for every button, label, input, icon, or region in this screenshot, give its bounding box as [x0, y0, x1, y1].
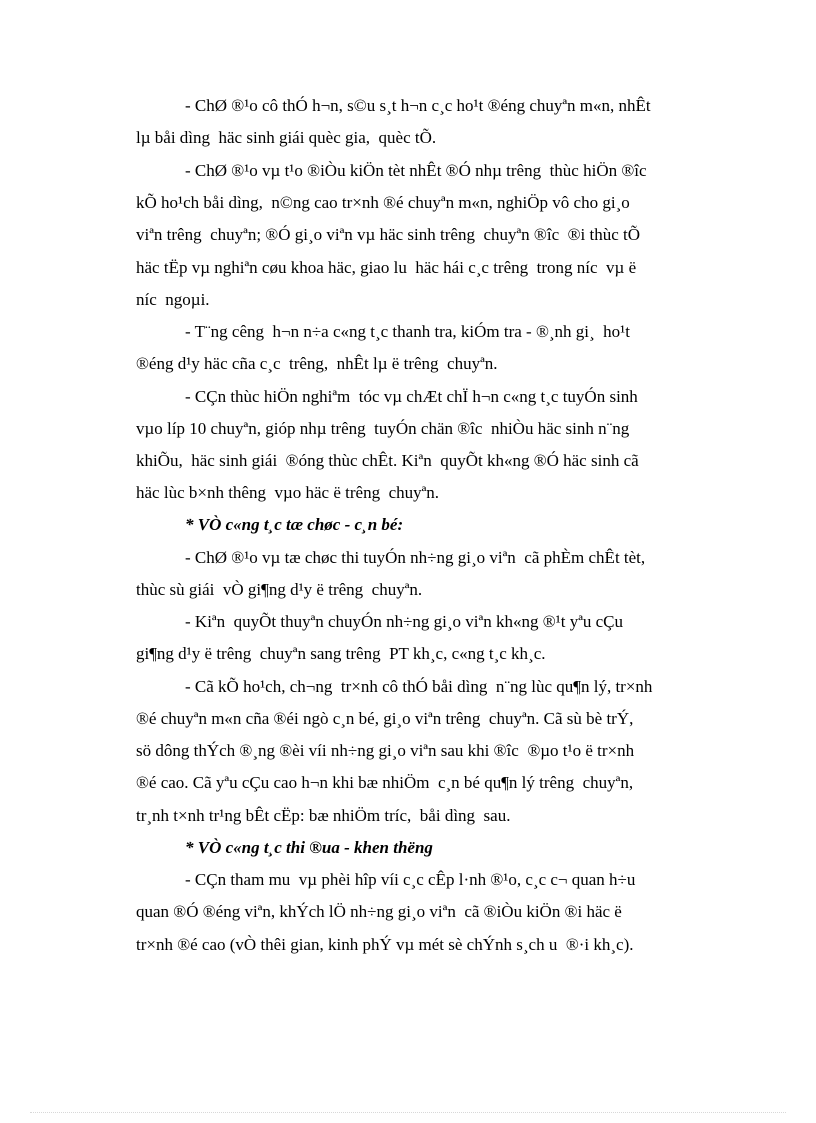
paragraph-line: sö dông thÝch ®¸ng ®èi víi nh÷ng gi¸o viªn sau khi ®îc ®µo t¹o ë tr×nh	[136, 741, 635, 760]
paragraph-line: khiÕu, häc sinh giái ®óng thùc chÊt. Kiªn quyÕt kh«ng ®Ó häc sinh cã	[136, 451, 639, 470]
paragraph-line: - ChØ ®¹o vµ t¹o ®iÒu kiÖn tèt nhÊt ®Ó nhµ trêng thùc hiÖn ®îc	[185, 161, 647, 180]
paragraph-line: - Kiªn quyÕt thuyªn chuyÓn nh÷ng gi¸o viªn kh«ng ®¹t yªu cÇu	[185, 612, 624, 631]
paragraph-line: quan ®Ó ®éng viªn, khÝch lÖ nh÷ng gi¸o viªn cã ®iÒu kiÖn ®i häc ë	[136, 902, 622, 921]
paragraph-line: ®é cao. Cã yªu cÇu cao h¬n khi bæ nhiÖm c¸n bé qu¶n lý trêng chuyªn,	[136, 773, 634, 792]
paragraph-line: tr¸nh t×nh tr¹ng bÊt cËp: bæ nhiÖm tríc, båi dìng sau.	[136, 806, 511, 825]
paragraph-line: vµo líp 10 chuyªn, gióp nhµ trêng tuyÓn chän ®îc nhiÒu häc sinh n¨ng	[136, 419, 630, 438]
paragraph-line: häc lùc b×nh thêng vµo häc ë trêng chuyªn.	[136, 483, 440, 502]
paragraph-line: - T¨ng cêng h¬n n÷a c«ng t¸c thanh tra, kiÓm tra - ®¸nh gi¸ ho¹t	[185, 322, 630, 341]
paragraph-line: viªn trêng chuyªn; ®Ó gi¸o viªn vµ häc sinh trêng chuyªn ®îc ®i thùc tÕ	[136, 225, 641, 244]
paragraph-line: - CÇn thùc hiÖn nghiªm tóc vµ chÆt chÏ h¬n c«ng t¸c tuyÓn sinh	[185, 387, 638, 406]
paragraph-line: kÕ ho¹ch båi dìng, n©ng cao tr×nh ®é chuyªn m«n, nghiÖp vô cho gi¸o	[136, 193, 630, 212]
paragraph-line: - CÇn tham mu vµ phèi hîp víi c¸c cÊp l·nh ®¹o, c¸c c¬ quan h÷u	[185, 870, 636, 889]
paragraph-line: häc tËp vµ nghiªn cøu khoa häc, giao lu häc hái c¸c trêng trong níc vµ ë	[136, 258, 637, 277]
section-heading-organization: * VÒ c«ng t¸c tæ chøc - c¸n bé:	[185, 515, 404, 534]
paragraph-line: ®é chuyªn m«n cña ®éi ngò c¸n bé, gi¸o viªn trêng chuyªn. Cã sù bè trÝ,	[136, 709, 634, 728]
section-heading-emulation: * VÒ c«ng t¸c thi ®ua - khen thëng	[185, 838, 433, 857]
paragraph-line: gi¶ng d¹y ë trêng chuyªn sang trêng PT kh¸c, c«ng t¸c kh¸c.	[136, 644, 546, 663]
paragraph-line: ®éng d¹y häc cña c¸c trêng, nhÊt lµ ë trêng chuyªn.	[136, 354, 498, 373]
paragraph-line: thùc sù giái vÒ gi¶ng d¹y ë trêng chuyªn.	[136, 580, 423, 599]
paragraph-line: níc ngoµi.	[136, 290, 210, 309]
paragraph-line: - ChØ ®¹o vµ tæ chøc thi tuyÓn nh÷ng gi¸o viªn cã phÈm chÊt tèt,	[185, 548, 646, 567]
paragraph-line: tr×nh ®é cao (vÒ thêi gian, kinh phÝ vµ mét sè chÝnh s¸ch u ®·i kh¸c).	[136, 935, 634, 954]
paragraph-line: lµ båi dìng häc sinh giái quèc gia, quèc tÕ.	[136, 128, 437, 147]
paragraph-line: - ChØ ®¹o cô thÓ h¬n, s©u s¸t h¬n c¸c ho¹t ®éng chuyªn m«n, nhÊt	[185, 96, 651, 115]
page-footer-rule	[30, 1112, 786, 1113]
paragraph-line: - Cã kÕ ho¹ch, ch¬ng tr×nh cô thÓ båi dìng n¨ng lùc qu¶n lý, tr×nh	[185, 677, 653, 696]
